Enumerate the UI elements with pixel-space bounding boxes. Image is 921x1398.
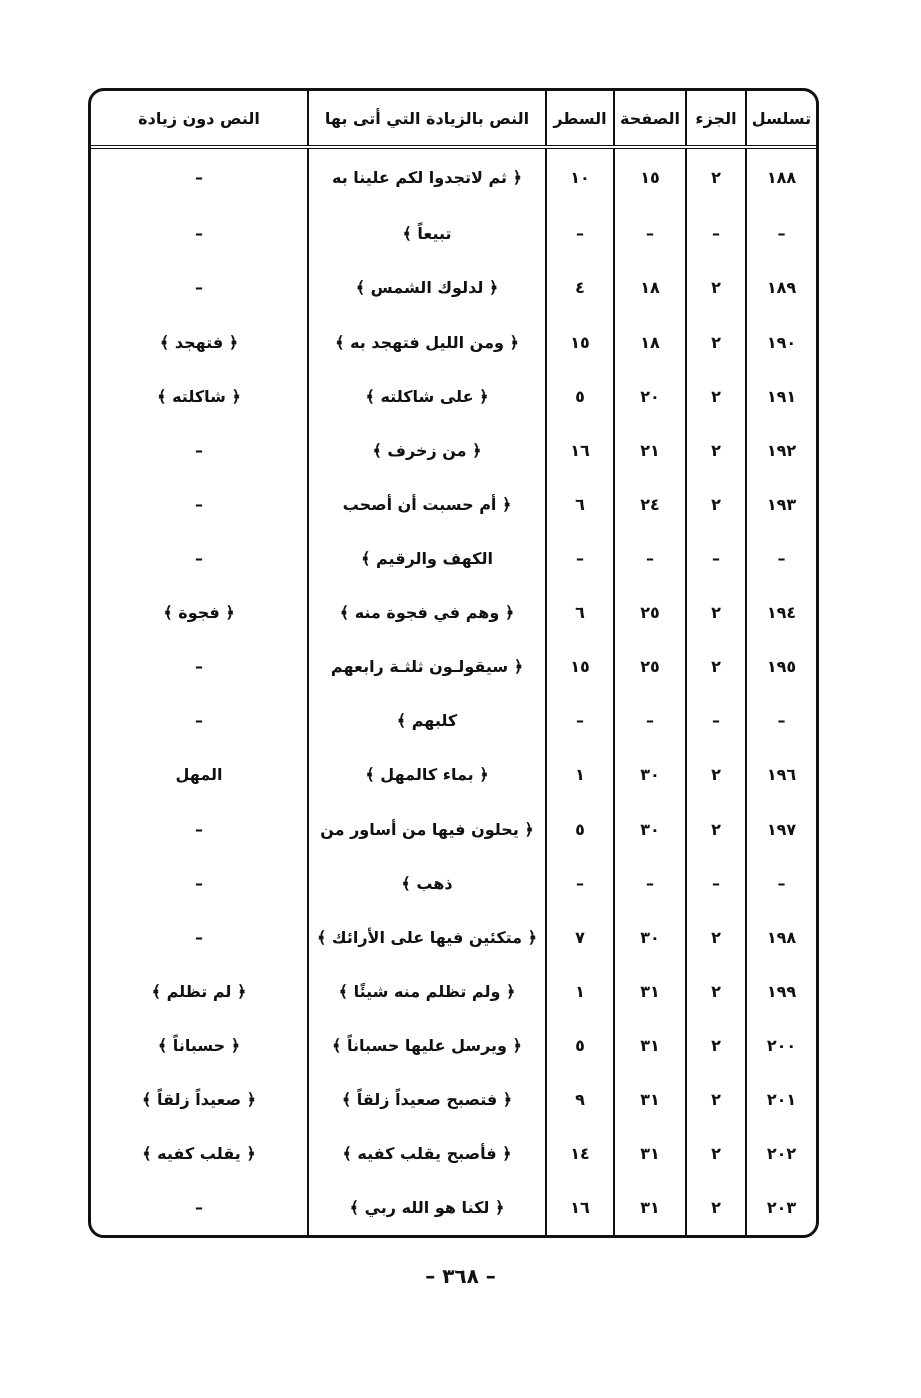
cell-part: ٢ bbox=[686, 369, 746, 423]
cell-text-with-addition: ﴿ ثم لاتجدوا لكم علينا به bbox=[308, 147, 546, 207]
table-row bbox=[91, 586, 816, 640]
cell-page: – bbox=[614, 207, 686, 261]
cell-line: – bbox=[546, 531, 614, 585]
cell-text-without-addition: ﴿ يقلب كفيه ﴾ bbox=[142, 1144, 256, 1164]
table-row bbox=[91, 1018, 816, 1072]
table-row bbox=[91, 423, 816, 477]
cell-text-with-addition: ﴿ لدلوك الشمس ﴾ bbox=[308, 261, 546, 315]
cell-text-without-addition: – bbox=[195, 873, 203, 893]
cell-line: ١٦ bbox=[546, 1181, 614, 1235]
cell-part: ٢ bbox=[686, 1127, 746, 1181]
cell-serial: ١٩٧ bbox=[746, 802, 816, 856]
cell-serial: – bbox=[746, 207, 816, 261]
cell-part: – bbox=[686, 531, 746, 585]
cell-serial: – bbox=[746, 531, 816, 585]
cell-line: ٧ bbox=[546, 910, 614, 964]
page-number: – ٣٦٨ – bbox=[425, 1264, 496, 1288]
cell-text-with-addition: ﴿ فأصبح يقلب كفيه ﴾ bbox=[308, 1127, 546, 1181]
cell-line: – bbox=[546, 207, 614, 261]
cell-serial: ٢٠٠ bbox=[746, 1018, 816, 1072]
cell-line: ١ bbox=[546, 964, 614, 1018]
cell-page: – bbox=[614, 531, 686, 585]
cell-text-without-addition: ﴿ فجوة ﴾ bbox=[163, 603, 235, 623]
cell-text-without-addition: – bbox=[195, 440, 203, 460]
cell-page: ٣١ bbox=[614, 1181, 686, 1235]
cell-text-with-addition: ﴿ ويرسل عليها حسباناً ﴾ bbox=[308, 1018, 546, 1072]
cell-serial: – bbox=[746, 856, 816, 910]
cell-line: ١ bbox=[546, 748, 614, 802]
table-row bbox=[91, 207, 816, 261]
cell-line: ١٥ bbox=[546, 640, 614, 694]
cell-line: – bbox=[546, 856, 614, 910]
table-row bbox=[91, 748, 816, 802]
cell-page: ٢١ bbox=[614, 423, 686, 477]
cell-part: ٢ bbox=[686, 1073, 746, 1127]
table-row bbox=[91, 147, 816, 207]
cell-part: ٢ bbox=[686, 147, 746, 207]
cell-text-with-addition: ﴿ لكنا هو الله ربي ﴾ bbox=[308, 1181, 546, 1235]
header-part: الجزء bbox=[686, 91, 746, 147]
cell-text-with-addition: الكهف والرقيم ﴾ bbox=[308, 531, 546, 585]
cell-text-without-addition: – bbox=[195, 494, 203, 514]
cell-page: ٣١ bbox=[614, 964, 686, 1018]
cell-text-with-addition: ﴿ على شاكلته ﴾ bbox=[308, 369, 546, 423]
cell-page: ٢٥ bbox=[614, 586, 686, 640]
cell-page: ٣٠ bbox=[614, 748, 686, 802]
table-row bbox=[91, 802, 816, 856]
cell-text-with-addition: ﴿ يحلون فيها من أساور من bbox=[308, 802, 546, 856]
cell-page: – bbox=[614, 856, 686, 910]
cell-serial: ٢٠٣ bbox=[746, 1181, 816, 1235]
cell-serial: ١٨٩ bbox=[746, 261, 816, 315]
cell-page: ٢٤ bbox=[614, 477, 686, 531]
cell-page: ١٥ bbox=[614, 147, 686, 207]
cell-part: ٢ bbox=[686, 748, 746, 802]
cell-part: ٢ bbox=[686, 315, 746, 369]
cell-part: ٢ bbox=[686, 261, 746, 315]
cell-page: – bbox=[614, 694, 686, 748]
table-row bbox=[91, 477, 816, 531]
cell-text-with-addition: ﴿ وهم في فجوة منه ﴾ bbox=[308, 586, 546, 640]
table-row bbox=[91, 369, 816, 423]
cell-text-with-addition: ﴿ ولم تظلم منه شيئًا ﴾ bbox=[308, 964, 546, 1018]
cell-page: ٣٠ bbox=[614, 910, 686, 964]
cell-page: ٣١ bbox=[614, 1073, 686, 1127]
cell-serial: ١٩١ bbox=[746, 369, 816, 423]
cell-text-with-addition: ﴿ ومن الليل فتهجد به ﴾ bbox=[308, 315, 546, 369]
cell-line: ١٠ bbox=[546, 147, 614, 207]
cell-text-without-addition: – bbox=[195, 927, 203, 947]
cell-text-with-addition: ذهب ﴾ bbox=[308, 856, 546, 910]
header-text-without-addition: النص دون زيادة bbox=[91, 91, 308, 147]
header-line: السطر bbox=[546, 91, 614, 147]
cell-line: ٦ bbox=[546, 477, 614, 531]
cell-text-without-addition: – bbox=[195, 819, 203, 839]
table-row bbox=[91, 1127, 816, 1181]
cell-line: ١٤ bbox=[546, 1127, 614, 1181]
header-page: الصفحة bbox=[614, 91, 686, 147]
cell-text-without-addition: ﴿ فتهجد ﴾ bbox=[159, 332, 239, 352]
cell-part: ٢ bbox=[686, 586, 746, 640]
cell-part: ٢ bbox=[686, 1018, 746, 1072]
table-row bbox=[91, 856, 816, 910]
cell-text-with-addition: ﴿ سيقولـون ثلثـة رابعهم bbox=[308, 640, 546, 694]
table-header-row bbox=[91, 91, 816, 147]
cell-serial: ١٩٨ bbox=[746, 910, 816, 964]
table-row bbox=[91, 531, 816, 585]
table-row bbox=[91, 694, 816, 748]
cell-page: ٣١ bbox=[614, 1018, 686, 1072]
cell-text-without-addition: ﴿ لم تظلم ﴾ bbox=[151, 981, 247, 1001]
cell-page: ٢٠ bbox=[614, 369, 686, 423]
cell-text-without-addition: – bbox=[195, 657, 203, 677]
cell-line: – bbox=[546, 694, 614, 748]
cell-text-with-addition: تبيعاً ﴾ bbox=[308, 207, 546, 261]
cell-part: ٢ bbox=[686, 964, 746, 1018]
cell-text-with-addition: ﴿ بماء كالمهل ﴾ bbox=[308, 748, 546, 802]
header-text-with-addition: النص بالزيادة التي أتى بها bbox=[308, 91, 546, 147]
table-row bbox=[91, 315, 816, 369]
cell-text-without-addition: – bbox=[195, 168, 203, 188]
cell-line: ٥ bbox=[546, 369, 614, 423]
cell-text-without-addition: المهل bbox=[175, 765, 223, 785]
cell-text-with-addition: ﴿ أم حسبت أن أصحب bbox=[308, 477, 546, 531]
cell-part: – bbox=[686, 856, 746, 910]
table-row bbox=[91, 640, 816, 694]
header-serial: تسلسل bbox=[746, 91, 816, 147]
cell-line: ١٦ bbox=[546, 423, 614, 477]
cell-line: ٥ bbox=[546, 802, 614, 856]
table-row bbox=[91, 261, 816, 315]
cell-text-without-addition: ﴿ حسباناً ﴾ bbox=[157, 1035, 241, 1055]
cell-part: ٢ bbox=[686, 910, 746, 964]
cell-line: ١٥ bbox=[546, 315, 614, 369]
cell-text-with-addition: ﴿ متكئين فيها على الأرائك ﴾ bbox=[308, 910, 546, 964]
cell-part: ٢ bbox=[686, 640, 746, 694]
cell-text-with-addition: ﴿ من زخرف ﴾ bbox=[308, 423, 546, 477]
cell-part: ٢ bbox=[686, 1181, 746, 1235]
cell-text-without-addition: – bbox=[195, 224, 203, 244]
table-row bbox=[91, 1181, 816, 1235]
cell-part: – bbox=[686, 207, 746, 261]
cell-part: – bbox=[686, 694, 746, 748]
cell-text-without-addition: – bbox=[195, 1198, 203, 1218]
cell-text-without-addition: – bbox=[195, 711, 203, 731]
index-table bbox=[91, 91, 816, 1235]
cell-text-with-addition: ﴿ فتصبح صعيداً زلقاً ﴾ bbox=[308, 1073, 546, 1127]
cell-page: ٣٠ bbox=[614, 802, 686, 856]
cell-page: ١٨ bbox=[614, 261, 686, 315]
cell-part: ٢ bbox=[686, 477, 746, 531]
cell-serial: ١٩٠ bbox=[746, 315, 816, 369]
cell-serial: ١٩٩ bbox=[746, 964, 816, 1018]
cell-line: ٤ bbox=[546, 261, 614, 315]
cell-text-without-addition: ﴿ صعيداً زلقاً ﴾ bbox=[142, 1090, 256, 1110]
cell-serial: – bbox=[746, 694, 816, 748]
cell-serial: ١٨٨ bbox=[746, 147, 816, 207]
cell-serial: ١٩٦ bbox=[746, 748, 816, 802]
cell-serial: ١٩٥ bbox=[746, 640, 816, 694]
cell-text-with-addition: كلبهم ﴾ bbox=[308, 694, 546, 748]
cell-serial: ١٩٣ bbox=[746, 477, 816, 531]
cell-text-without-addition: – bbox=[195, 549, 203, 568]
index-table-frame bbox=[88, 88, 819, 1238]
cell-line: ٩ bbox=[546, 1073, 614, 1127]
table-row bbox=[91, 1073, 816, 1127]
cell-page: ٢٥ bbox=[614, 640, 686, 694]
table-row bbox=[91, 964, 816, 1018]
table-body bbox=[91, 147, 816, 1235]
cell-page: ٣١ bbox=[614, 1127, 686, 1181]
cell-line: ٥ bbox=[546, 1018, 614, 1072]
cell-serial: ٢٠١ bbox=[746, 1073, 816, 1127]
cell-part: ٢ bbox=[686, 423, 746, 477]
cell-serial: ١٩٤ bbox=[746, 586, 816, 640]
cell-part: ٢ bbox=[686, 802, 746, 856]
cell-line: ٦ bbox=[546, 586, 614, 640]
cell-text-without-addition: – bbox=[195, 278, 203, 298]
cell-serial: ٢٠٢ bbox=[746, 1127, 816, 1181]
cell-page: ١٨ bbox=[614, 315, 686, 369]
cell-text-without-addition: ﴿ شاكلته ﴾ bbox=[157, 386, 241, 406]
table-row bbox=[91, 910, 816, 964]
cell-serial: ١٩٢ bbox=[746, 423, 816, 477]
